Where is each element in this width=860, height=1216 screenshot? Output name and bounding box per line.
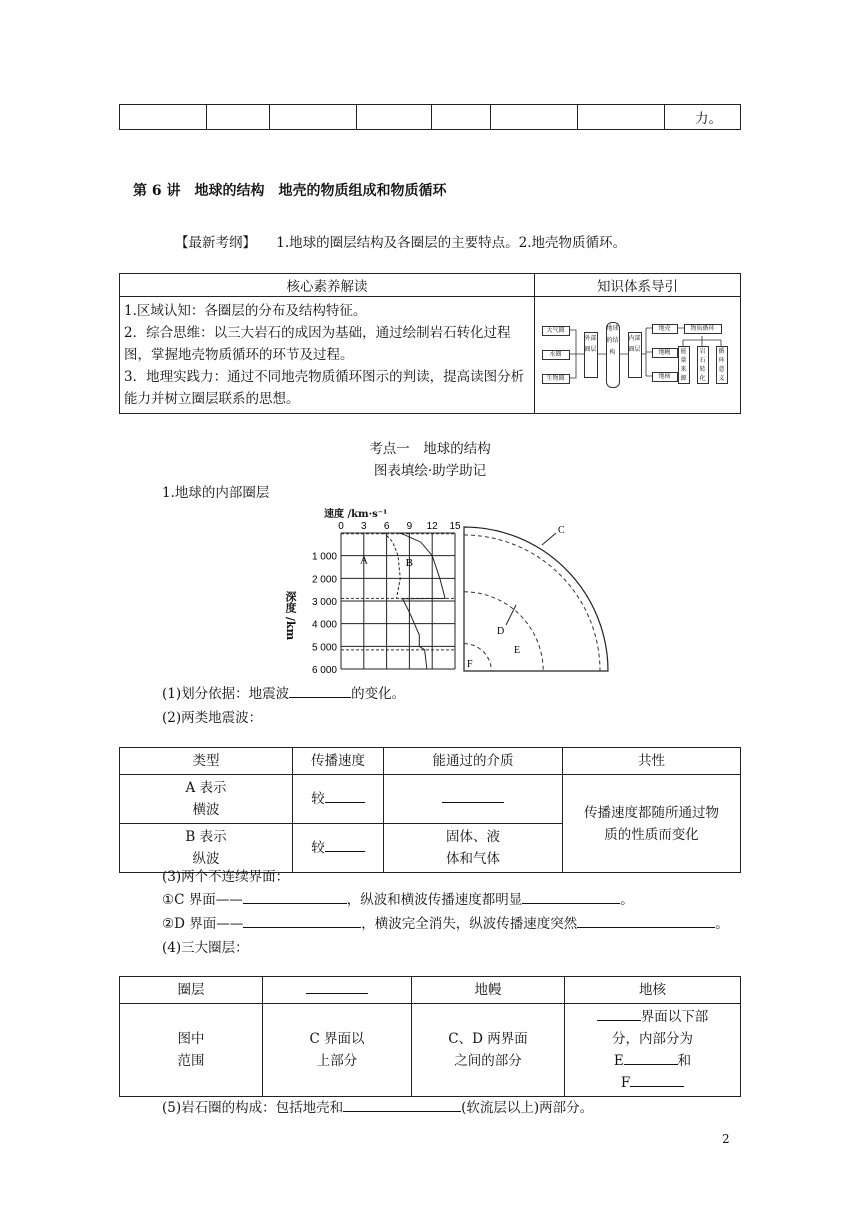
core-literacy-table xyxy=(119,273,741,414)
page-number: 2 xyxy=(722,1132,730,1146)
sphere-core: 界面以下部 分，内部分为 E 和 F xyxy=(565,1004,741,1097)
q3a: ①C 界面—— ，纵波和横波传播速度都明显 。 xyxy=(162,892,634,908)
section-title: 考点一 地球的结构 xyxy=(369,441,491,457)
core-item: 3．地理实践力：通过不同地壳物质循环图示的判读，提高读图分析能力并树立圈层联系的思想。 xyxy=(124,369,525,407)
y-tick-label: 3 000 xyxy=(311,597,337,608)
knowledge-mindmap xyxy=(535,297,741,414)
mm-sub-meaning: 循环意义 xyxy=(716,346,728,384)
mm-crust: 地壳 xyxy=(652,324,678,334)
top-table-cell: 力。 xyxy=(665,105,741,130)
label-F: F xyxy=(467,659,473,670)
label-C: C xyxy=(558,525,565,536)
sphere-header: 圈层 xyxy=(120,977,263,1004)
pointer-C xyxy=(542,533,556,545)
chart-ylabel: 深度 /km xyxy=(284,591,297,641)
mm-sub-energy: 能量来源 xyxy=(678,346,690,384)
earth-quarter xyxy=(464,527,608,671)
label-A: A xyxy=(360,554,368,567)
sphere-header: 地核 xyxy=(565,977,741,1004)
mm-connectors xyxy=(536,302,740,408)
mm-inner: 内部圈层 xyxy=(628,332,642,378)
series-line-A xyxy=(383,533,401,598)
wave-header: 类型 xyxy=(120,748,293,775)
wave-type-a: A 表示 横波 xyxy=(120,775,293,824)
q1-text: (1)划分依据：地震波 xyxy=(162,686,290,702)
exam-outline xyxy=(175,231,626,251)
wave-medium-b: 固体、液 体和气体 xyxy=(384,824,563,873)
sphere-header: 地幔 xyxy=(412,977,565,1004)
mm-biosphere: 生物圈 xyxy=(542,374,570,384)
sphere-table xyxy=(119,976,741,1097)
outline-label: 【最新考纲】 xyxy=(175,235,256,251)
mm-hydrosphere: 水圈 xyxy=(542,350,570,360)
pointer-D xyxy=(506,605,516,625)
x-tick-label: 0 xyxy=(338,521,344,532)
seismic-chart xyxy=(280,503,620,673)
seismic-figure xyxy=(280,503,620,673)
sphere-header-blank xyxy=(263,977,412,1004)
q4: (4)三大圈层： xyxy=(162,940,249,956)
mm-core: 地核 xyxy=(652,372,678,382)
wave-speed-a: 较 xyxy=(293,775,384,824)
section-subtitle: 图表填绘·助学助记 xyxy=(373,463,487,479)
core-item: 1.区域认知：各圈层的分布及结构特征。 xyxy=(124,303,367,319)
y-tick-label: 2 000 xyxy=(311,574,337,586)
q2: (2)两类地震波： xyxy=(162,710,263,726)
sphere-mantle: C、D 两界面 之间的部分 xyxy=(412,1004,565,1097)
y-tick-label: 1 000 xyxy=(311,551,337,563)
q1 xyxy=(162,682,405,702)
y-tick-label: 5 000 xyxy=(311,642,337,654)
q5: (5)岩石圈的构成：包括地壳和 (软流层以上)两部分。 xyxy=(162,1100,594,1116)
mm-atmosphere: 大气圈 xyxy=(542,326,570,336)
x-tick-label: 12 xyxy=(426,521,438,532)
q1-blank xyxy=(289,696,351,698)
q3: (3)两个不连续界面： xyxy=(162,869,290,885)
core-item: 2．综合思维：以三大岩石的成因为基础，通过绘制岩石转化过程图，掌握地壳物质循环的环节及过程。 xyxy=(124,325,511,363)
x-tick-label: 3 xyxy=(361,521,367,532)
core-header-right: 知识体系导引 xyxy=(535,274,741,297)
wave-table xyxy=(119,747,741,873)
x-tick-label: 15 xyxy=(449,521,461,532)
sphere-row-label: 图中 范围 xyxy=(120,1004,263,1097)
q1-end: 的变化。 xyxy=(351,686,406,702)
mm-cycle: 物质循环 xyxy=(684,324,722,334)
q3b: ②D 界面—— ，横波完全消失，纵波传播速度突然 。 xyxy=(162,916,729,932)
wave-speed-b: 较 xyxy=(293,824,384,873)
y-tick-label: 4 000 xyxy=(311,619,337,631)
label-D: D xyxy=(497,626,505,637)
x-tick-label: 9 xyxy=(406,521,413,532)
core-header-left: 核心素养解读 xyxy=(120,274,535,297)
wave-header: 传播速度 xyxy=(293,748,384,775)
chart-xlabel: 速度 /km·s⁻¹ xyxy=(324,509,388,520)
mm-sub-rock: 岩石转化 xyxy=(697,346,709,384)
x-tick-label: 6 xyxy=(383,521,390,532)
top-table-fragment xyxy=(119,104,741,130)
wave-medium-a xyxy=(384,775,563,824)
label-B: B xyxy=(405,556,413,569)
wave-type-b: B 表示 纵波 xyxy=(120,824,293,873)
mm-mantle: 地幔 xyxy=(652,348,678,358)
lecture-title: 第 6 讲 地球的结构 地壳的物质组成和物质循环 xyxy=(133,183,447,199)
core-items xyxy=(120,297,535,414)
outline-text: 1.地球的圈层结构及各圈层的主要特点。2.地壳物质循环。 xyxy=(276,235,627,251)
item-1-title: 1.地球的内部圈层 xyxy=(162,485,270,501)
wave-header: 能通过的介质 xyxy=(384,748,563,775)
wave-header: 共性 xyxy=(563,748,741,775)
y-tick-label: 6 000 xyxy=(311,665,337,673)
label-E: E xyxy=(514,645,521,656)
mm-center: 地球的结构 xyxy=(606,322,620,388)
wave-common: 传播速度都随所通过物 质的性质而变化 xyxy=(563,775,741,873)
mm-outer: 外部圈层 xyxy=(584,332,598,378)
sphere-crust: C 界面以 上部分 xyxy=(263,1004,412,1097)
boundary-C xyxy=(464,535,600,671)
